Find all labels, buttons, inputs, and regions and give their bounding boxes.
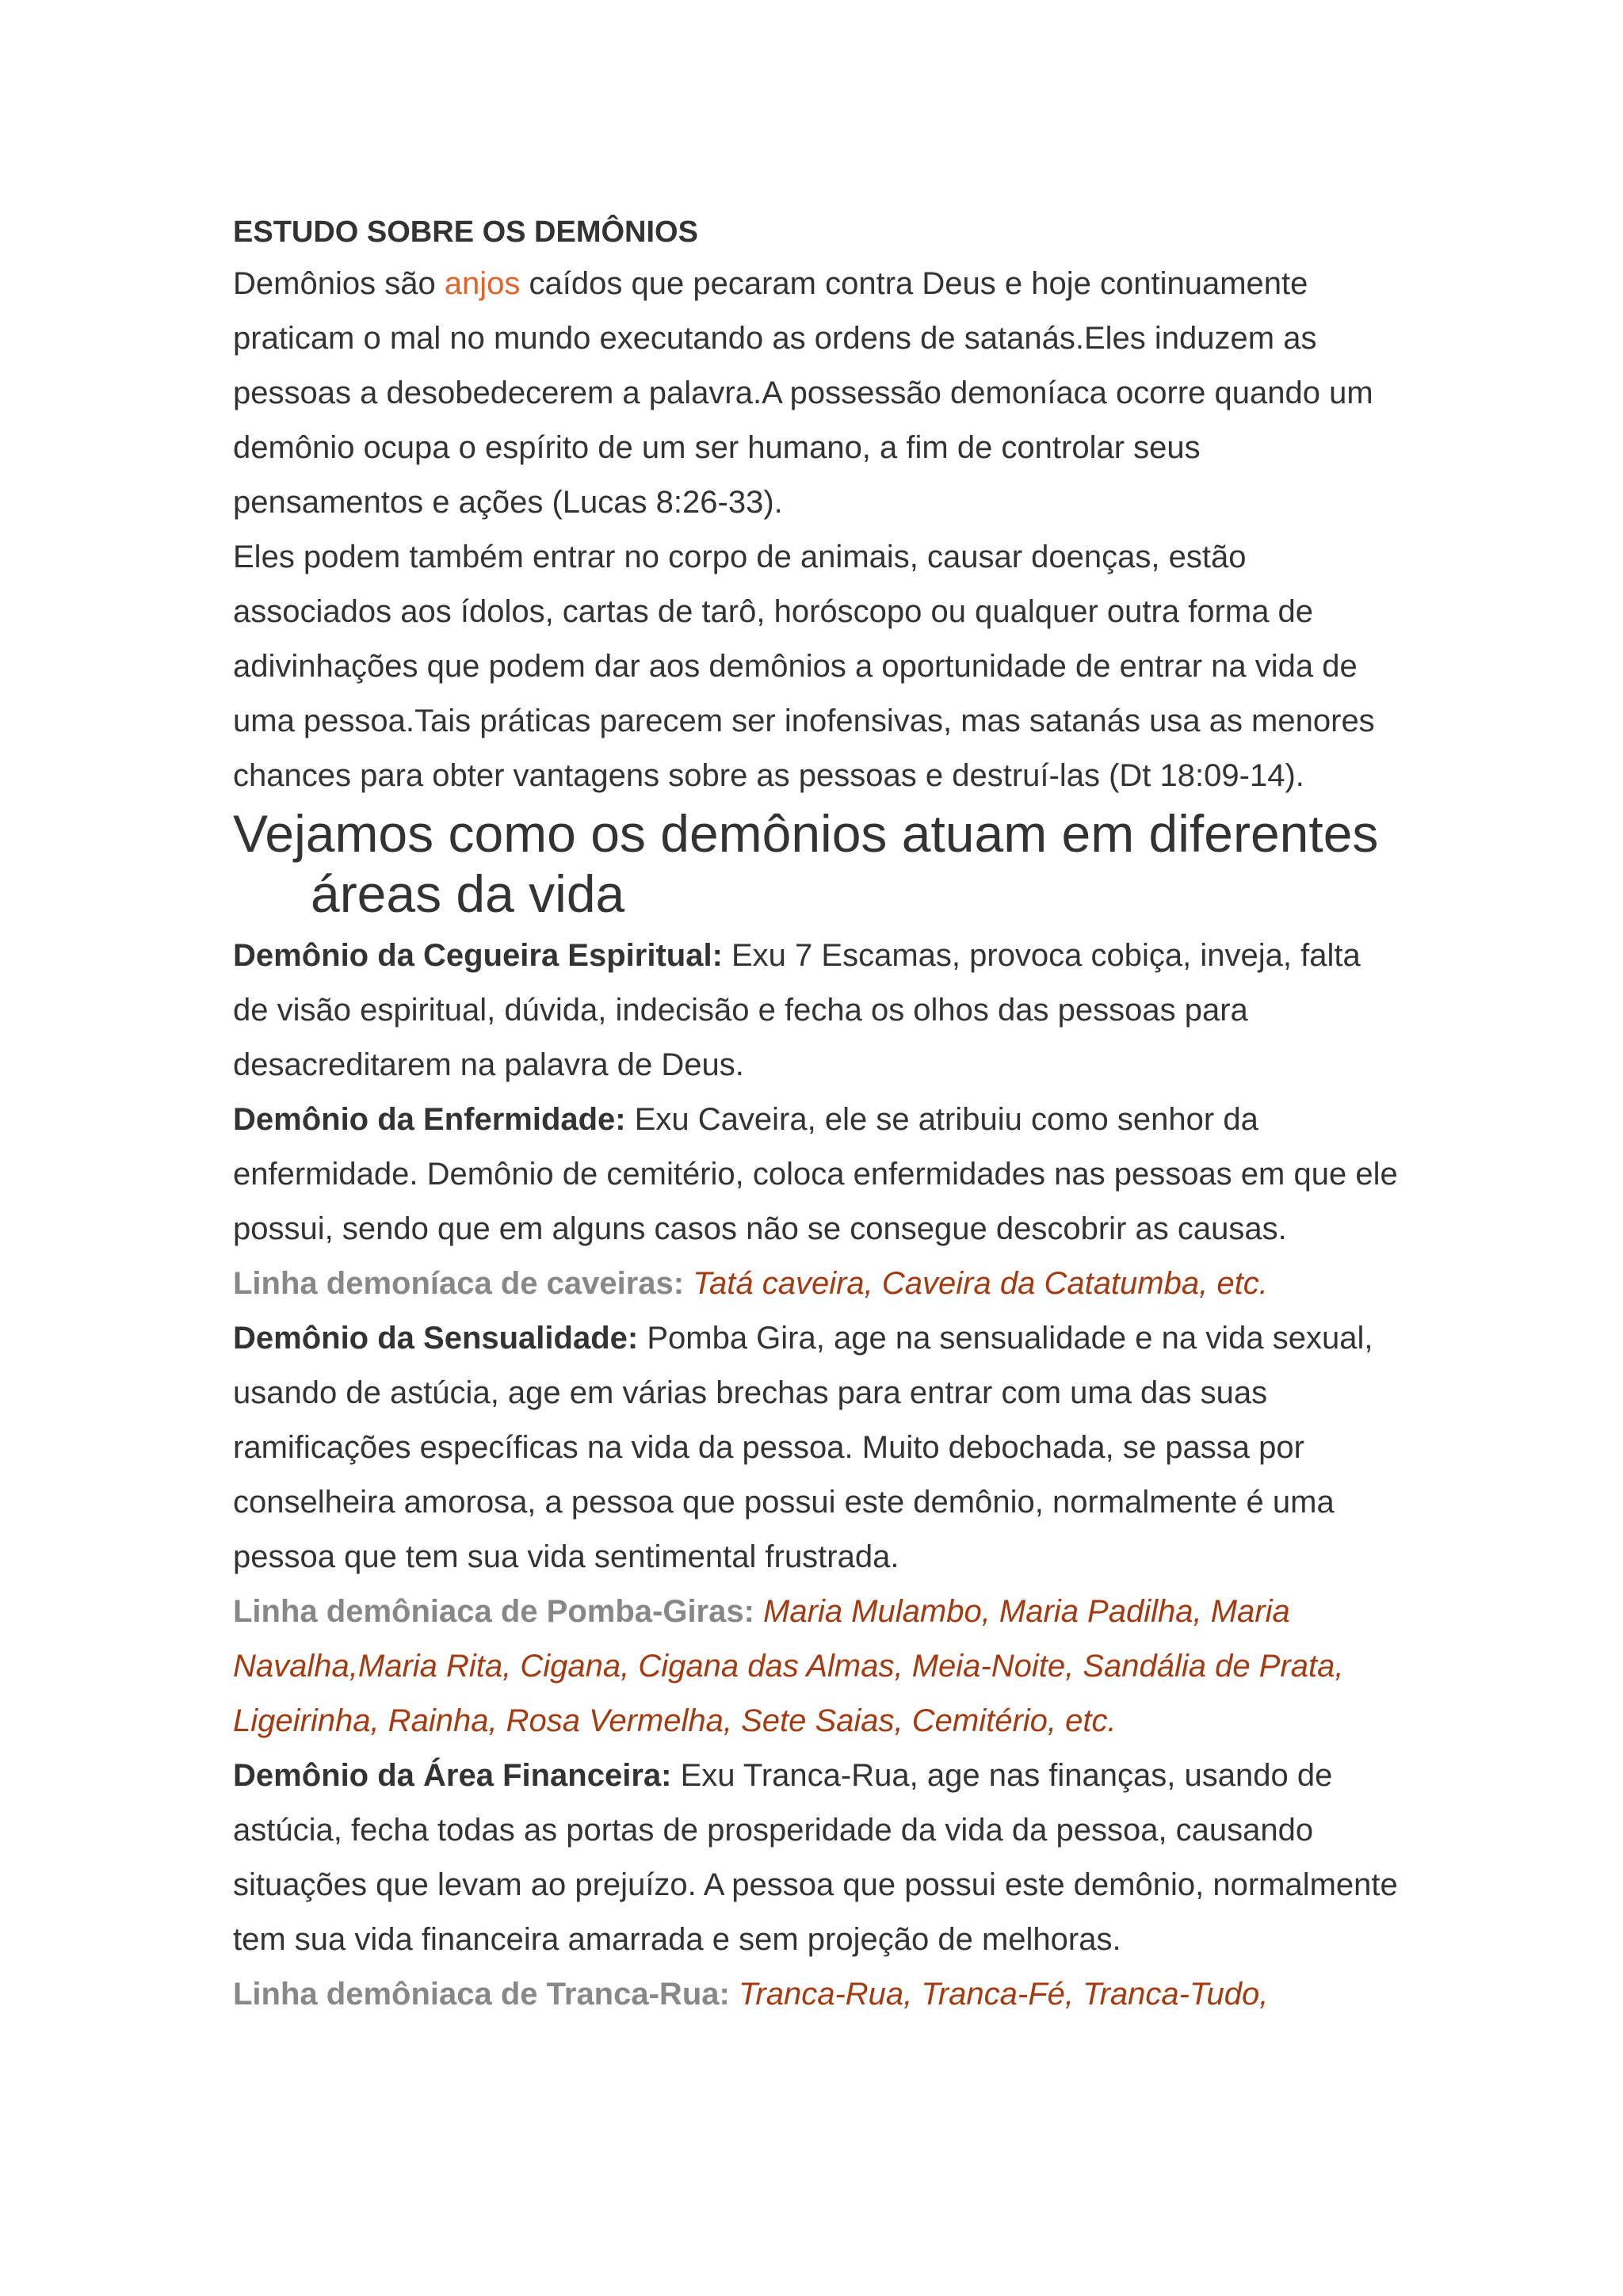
entry-text: Pomba Gira, age na sensualidade e na vida sexual, usando de astúcia, age em várias brechas para entrar com uma das suas ramificações específicas na vida da pessoa. Muito debochada, se passa por conselheira amorosa, a pessoa que possui este demônio, normalmente é uma pessoa que tem sua vida sentimental frustrada. bbox=[233, 1321, 1373, 1574]
entry-text: Exu 7 Escamas, provoca cobiça, inveja, falta de visão espiritual, dúvida, indecisão e fecha os olhos das pessoas para desacreditarem na palavra de Deus. bbox=[233, 938, 1361, 1082]
line-label: Linha demôniaca de Pomba-Giras: bbox=[233, 1594, 754, 1629]
anjos-link[interactable]: anjos bbox=[444, 266, 521, 301]
line-pomba-giras bbox=[233, 1585, 1398, 1749]
line-names: Tranca-Rua, Tranca-Fé, Tranca-Tudo, bbox=[729, 1977, 1269, 2012]
entry-term: Demônio da Cegueira Espiritual: bbox=[233, 938, 723, 973]
entry-area-financeira bbox=[233, 1749, 1398, 1967]
entry-term: Demônio da Sensualidade: bbox=[233, 1321, 639, 1356]
document-body bbox=[233, 208, 1398, 2022]
section-heading: Vejamos como os demônios atuam em diferentes áreas da vida bbox=[233, 804, 1379, 923]
line-label: Linha demôniaca de Tranca-Rua: bbox=[233, 1977, 730, 2012]
entry-sensualidade bbox=[233, 1311, 1398, 1585]
line-names: Maria Mulambo, Maria Padilha, Maria Navalha,Maria Rita, Cigana, Cigana das Almas, Meia-Noite, Sandália de Prata, Ligeirinha, Rainha, Rosa Vermelha, Sete Saias, Cemitério, etc. bbox=[233, 1594, 1344, 1738]
entry-text: Exu Caveira, ele se atribuiu como senhor da enfermidade. Demônio de cemitério, coloca enfermidades nas pessoas em que ele possui, sendo que em alguns casos não se consegue descobrir as causas. bbox=[233, 1102, 1398, 1246]
entry-enfermidade bbox=[233, 1093, 1398, 1257]
second-paragraph: Eles podem também entrar no corpo de animais, causar doenças, estão associados aos ídolos, cartas de tarô, horóscopo ou qualquer outra forma de adivinhações que podem dar aos demônios a oportunidade de entrar na vida de uma pessoa.Tais práticas parecem ser inofensivas, mas satanás usa as menores chances para obter vantagens sobre as pessoas e destruí-las (Dt 18:09-14). bbox=[233, 540, 1375, 793]
entry-cegueira-espiritual bbox=[233, 929, 1398, 1093]
intro-paragraph bbox=[233, 257, 1398, 530]
document-title: ESTUDO SOBRE OS DEMÔNIOS bbox=[233, 215, 698, 249]
entry-term: Demônio da Área Financeira: bbox=[233, 1758, 672, 1793]
line-caveiras bbox=[233, 1257, 1398, 1311]
line-label: Linha demoníaca de caveiras: bbox=[233, 1266, 685, 1301]
entry-term: Demônio da Enfermidade: bbox=[233, 1102, 626, 1137]
entry-text: Exu Tranca-Rua, age nas finanças, usando de astúcia, fecha todas as portas de prosperidade da vida da pessoa, causando situações que levam ao prejuízo. A pessoa que possui este demônio, normalmente tem sua vida financeira amarrada e sem projeção de melhoras. bbox=[233, 1758, 1398, 1957]
line-tranca-rua bbox=[233, 1967, 1398, 2022]
line-names: Tatá caveira, Caveira da Catatumba, etc. bbox=[684, 1266, 1268, 1301]
intro-rest-text: caídos que pecaram contra Deus e hoje continuamente praticam o mal no mundo executando as ordens de satanás.Eles induzem as pessoas a desobedecerem a palavra.A possessão demoníaca ocorre quando um demônio ocupa o espírito de um ser humano, a fim de controlar seus pensamentos e ações (Lucas 8:26-33). bbox=[233, 266, 1373, 520]
intro-lead-text: Demônios são bbox=[233, 266, 445, 301]
